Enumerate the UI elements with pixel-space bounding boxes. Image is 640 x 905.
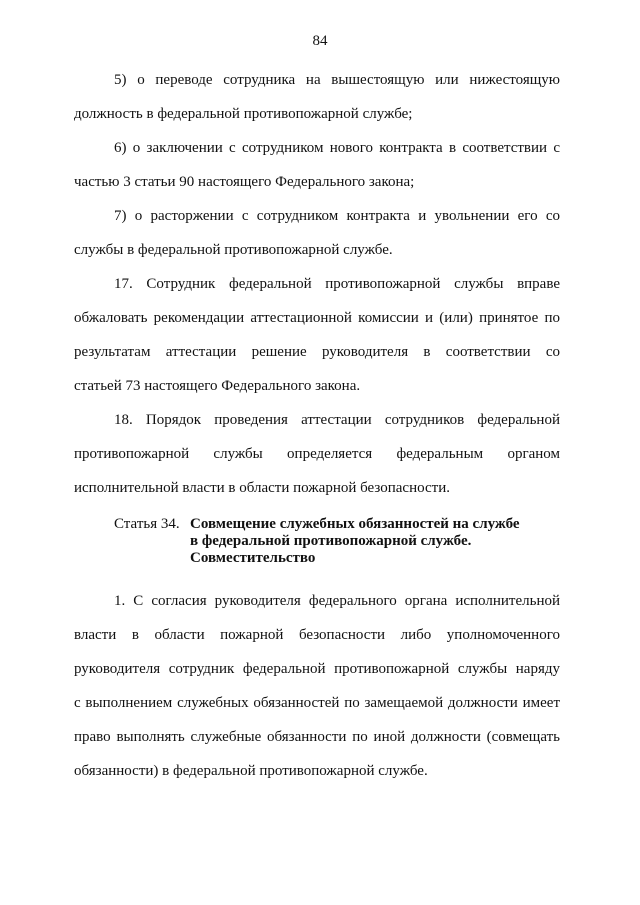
document-body	[74, 63, 560, 788]
article-34-paragraph-1	[74, 584, 560, 788]
paragraph-18	[74, 403, 560, 505]
page-number: 84	[312, 33, 328, 49]
paragraph-item-6	[74, 131, 560, 199]
text-line: противопожарной службы определяется федеральным органом	[74, 446, 560, 462]
text-line: власти в области пожарной безопасности либо уполномоченного	[74, 627, 560, 643]
text-line: частью 3 статьи 90 настоящего Федерального закона;	[74, 174, 415, 190]
article-label: Статья 34.	[114, 516, 180, 532]
text-line: исполнительной власти в области пожарной безопасности.	[74, 480, 450, 496]
text-line: 17. Сотрудник федеральной противопожарной службы вправе	[114, 276, 560, 292]
text-line: 18. Порядок проведения аттестации сотрудников федеральной	[114, 412, 560, 428]
text-line: 1. С согласия руководителя федерального органа исполнительной	[114, 593, 560, 609]
text-line: обжаловать рекомендации аттестационной комиссии и (или) принятое по	[74, 310, 560, 326]
text-line: право выполнять служебные обязанности по иной должности (совмещать	[74, 729, 560, 745]
paragraph-item-5	[74, 63, 560, 131]
text-line: с выполнением служебных обязанностей по замещаемой должности имеет	[74, 695, 560, 711]
paragraph-17	[74, 267, 560, 403]
article-title-line: Совмещение служебных обязанностей на службе	[190, 516, 520, 532]
text-line: 5) о переводе сотрудника на вышестоящую или нижестоящую	[114, 72, 560, 88]
text-line: 6) о заключении с сотрудником нового контракта в соответствии с	[114, 140, 560, 156]
article-title-line: в федеральной противопожарной службе.	[190, 533, 472, 549]
article-title-line: Совместительство	[190, 550, 316, 566]
text-line: 7) о расторжении с сотрудником контракта и увольнении его со	[114, 208, 560, 224]
paragraph-item-7	[74, 199, 560, 267]
text-line: статьей 73 настоящего Федерального закона.	[74, 378, 361, 394]
text-line: результатам аттестации решение руководителя в соответствии со	[74, 344, 560, 360]
text-line: должность в федеральной противопожарной службе;	[74, 106, 413, 122]
article-title	[190, 516, 560, 567]
text-line: руководителя сотрудник федеральной противопожарной службы наряду	[74, 661, 560, 677]
text-line: обязанности) в федеральной противопожарной службе.	[74, 763, 428, 779]
text-line: службы в федеральной противопожарной службе.	[74, 242, 393, 258]
article-heading	[74, 516, 560, 567]
